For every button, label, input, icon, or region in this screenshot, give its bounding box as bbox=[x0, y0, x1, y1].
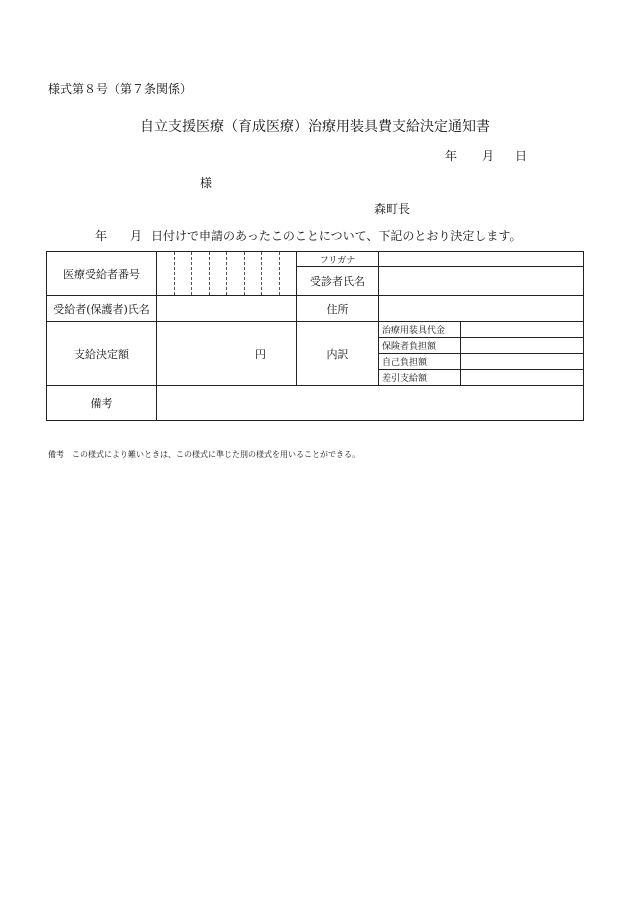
address-field[interactable] bbox=[379, 296, 584, 322]
date-day-label: 日 bbox=[515, 149, 528, 163]
breakdown-item-label: 差引支給額 bbox=[379, 370, 461, 386]
decision-amount-label: 支給決定額 bbox=[47, 322, 157, 386]
breakdown-item-value[interactable] bbox=[461, 322, 584, 338]
recipient-number-label: 医療受給者番号 bbox=[47, 252, 157, 296]
decision-table bbox=[46, 251, 584, 421]
digit-box[interactable] bbox=[157, 252, 175, 295]
breakdown-item-value[interactable] bbox=[461, 338, 584, 354]
digit-box[interactable] bbox=[175, 252, 193, 295]
issuer-name: 森町長 bbox=[374, 202, 411, 216]
remarks-field[interactable] bbox=[157, 386, 584, 421]
breakdown-label: 内訳 bbox=[297, 322, 379, 386]
statement-month-label: 月 bbox=[130, 229, 143, 243]
guardian-name-field[interactable] bbox=[157, 296, 297, 322]
date-month-label: 月 bbox=[482, 149, 495, 163]
footnote: 備考 この様式により難いときは、この様式に準じた別の様式を用いることができる。 bbox=[48, 450, 360, 459]
digit-box[interactable] bbox=[227, 252, 245, 295]
patient-name-field[interactable] bbox=[379, 267, 584, 296]
remarks-label: 備考 bbox=[47, 386, 157, 421]
digit-box[interactable] bbox=[280, 252, 297, 295]
digit-box[interactable] bbox=[262, 252, 280, 295]
digit-box[interactable] bbox=[192, 252, 210, 295]
digit-box[interactable] bbox=[245, 252, 263, 295]
patient-name-label: 受診者氏名 bbox=[297, 267, 379, 296]
address-label: 住所 bbox=[297, 296, 379, 322]
furigana-label: フリガナ bbox=[297, 252, 379, 267]
document-title: 自立支援医療（育成医療）治療用装具費支給決定通知書 bbox=[140, 119, 490, 135]
statement-year-label: 年 bbox=[95, 229, 108, 243]
guardian-name-label: 受給者(保護者)氏名 bbox=[47, 296, 157, 322]
form-number-label: 様式第８号（第７条関係） bbox=[48, 82, 193, 96]
yen-unit: 円 bbox=[255, 347, 266, 361]
furigana-field[interactable] bbox=[379, 252, 584, 267]
breakdown-item-label: 治療用装具代金 bbox=[379, 322, 461, 338]
addressee-suffix: 様 bbox=[200, 176, 213, 190]
statement-text: 日付けで申請のあったこのことについて、下記のとおり決定します。 bbox=[151, 229, 522, 243]
breakdown-item-value[interactable] bbox=[461, 370, 584, 386]
breakdown-item-value[interactable] bbox=[461, 354, 584, 370]
digit-box[interactable] bbox=[210, 252, 228, 295]
decision-amount-field[interactable] bbox=[157, 322, 297, 386]
date-year-label: 年 bbox=[445, 149, 458, 163]
breakdown-item-label: 保険者負担額 bbox=[379, 338, 461, 354]
breakdown-item-label: 自己負担額 bbox=[379, 354, 461, 370]
recipient-number-digits[interactable] bbox=[157, 252, 297, 296]
